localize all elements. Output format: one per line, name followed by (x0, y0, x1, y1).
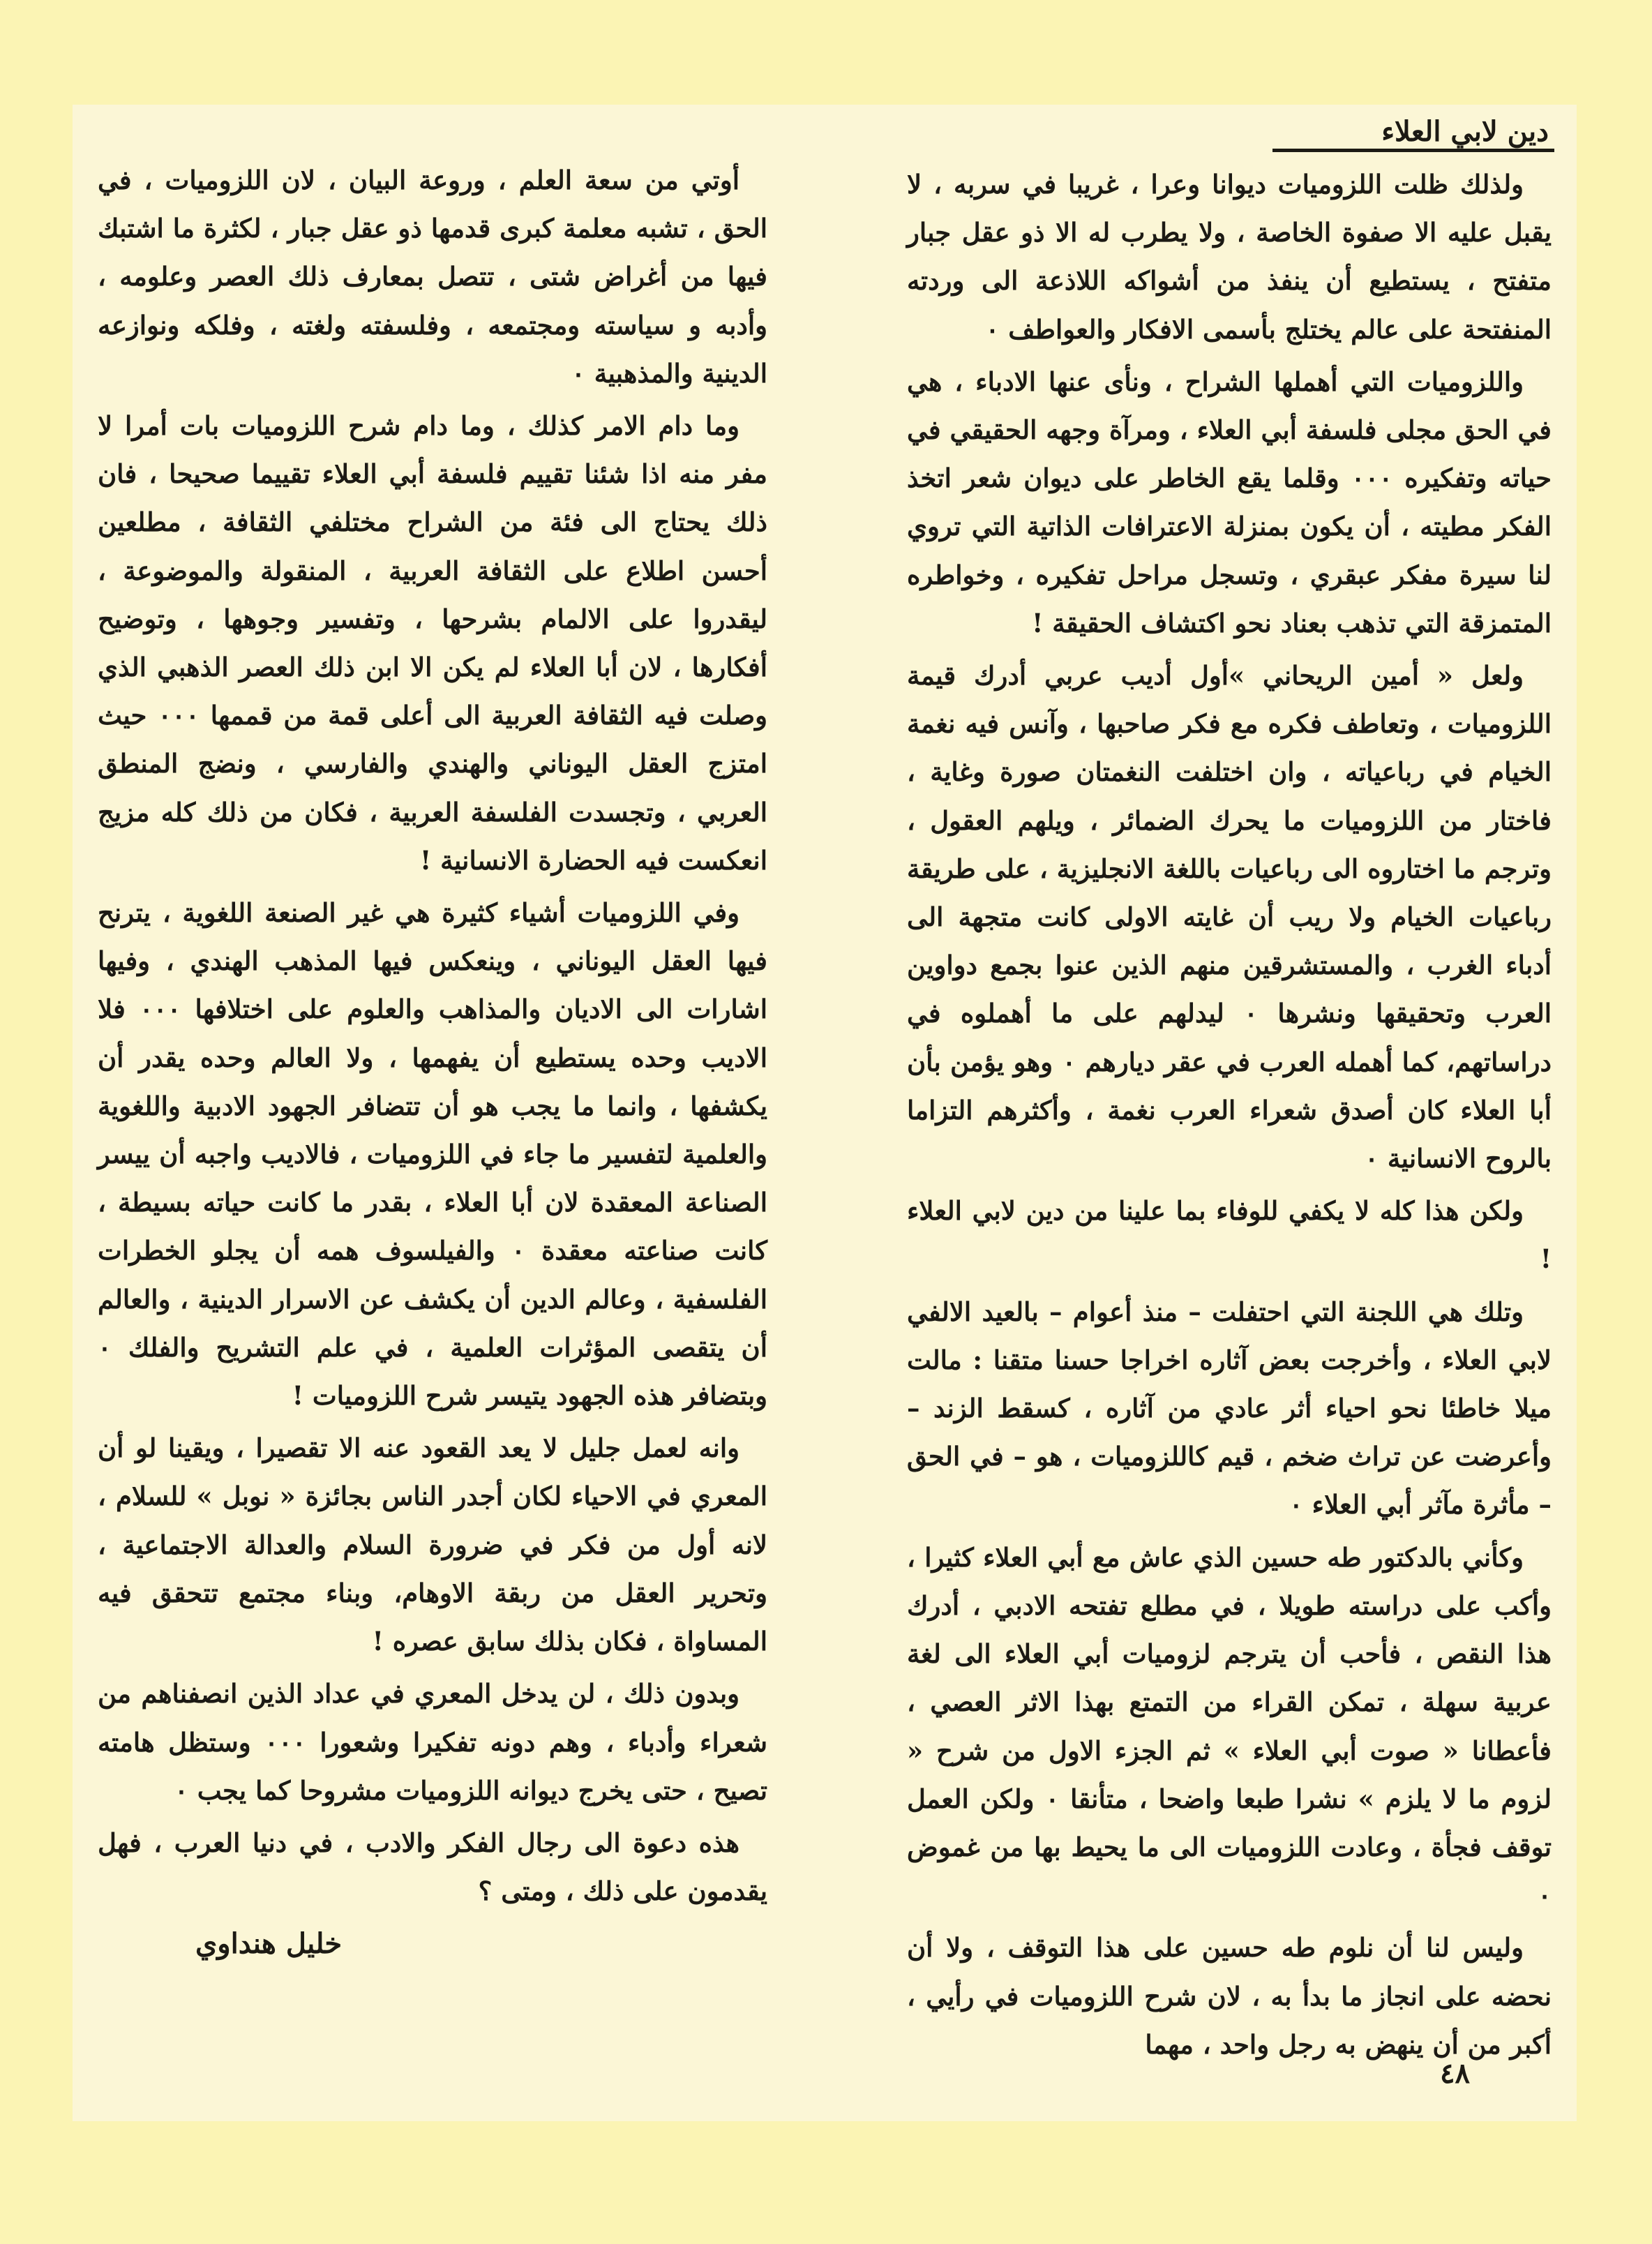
left-column (98, 156, 767, 1968)
paragraph: هذه دعوة الى رجال الفكر والادب ، في دنيا العرب ، فهل يقدمون على ذلك ، ومتى ؟ (98, 1827, 767, 1907)
right-column (907, 160, 1552, 2073)
paragraph: وتلك هي اللجنة التي احتفلت – منذ أعوام – بالعيد الالفي لابي العلاء ، وأخرجت بعض آثاره اخراجا حسنا متقنا : مالت ميلا خاطئا نحو احياء أثر عادي من آثاره ، كسقط الزند – وأعرضت عن تراث ضخم ، قيم كاللزوميات ، هو – في الحق – مأثرة مآثر أبي العلاء ٠ (907, 1296, 1552, 1520)
paragraph: وليس لنا أن نلوم طه حسين على هذا التوقف ، ولا أن نحضه على انجاز ما بدأ به ، لان شرح اللزوميات في رأيي ، أكبر من أن ينهض به رجل واحد ، مهما (907, 1932, 1552, 2060)
paragraph: واللزوميات التي أهملها الشراح ، ونأى عنها الادباء ، هي في الحق مجلى فلسفة أبي العلاء ، ومرآة وجهه الحقيقي في حياته وتفكيره ٠٠٠ وقلما يقع الخاطر على ديوان شعر اتخذ الفكر مطيته ، أن يكون بمنزلة الاعترافات الذاتية التي تروي لنا سيرة مفكر عبقري ، وتسجل مراحل تفكيره ، وخواطره المتمزقة التي تذهب بعناد نحو اكتشاف الحقيقة ! (907, 366, 1552, 638)
author-signature: خليل هنداوي (195, 1927, 343, 1961)
paragraph: ولكن هذا كله لا يكفي للوفاء بما علينا من دين لابي العلاء ! (907, 1195, 1552, 1275)
paragraph: وانه لعمل جليل لا يعد القعود عنه الا تقصيرا ، ويقينا لو أن المعري في الاحياء لكان أجدر الناس بجائزة « نوبل » للسلام ، لانه أول من فكر في ضرورة السلام والعدالة الاجتماعية ، وتحرير العقل من ربقة الاوهام، وبناء مجتمع تتحقق فيه المساواة ، فكان بذلك سابق عصره ! (98, 1433, 767, 1657)
paragraph: ولذلك ظلت اللزوميات ديوانا وعرا ، غريبا في سربه ، لا يقبل عليه الا صفوة الخاصة ، ولا يطرب له الا ذو عقل جبار متفتح ، يستطيع أن ينفذ من أشواكه اللاذعة الى وردته المنفتحة على عالم يختلج بأسمى الافكار والعواطف ٠ (907, 169, 1552, 345)
paragraph: وبدون ذلك ، لن يدخل المعري في عداد الذين انصفناهم من شعراء وأدباء ، وهم دونه تفكيرا وشعورا ٠٠٠ وستظل هامته تصيح ، حتى يخرج ديوانه اللزوميات مشروحا كما يجب ٠ (98, 1678, 768, 1806)
page-number: ٤٨ (1440, 2057, 1470, 2090)
paragraph: ولعل « أمين الريحاني »أول أديب عربي أدرك قيمة اللزوميات ، وتعاطف فكره مع فكر صاحبها ، وآنس فيه نغمة الخيام في رباعياته ، وان اختلفت النغمتان صورة وغاية ، فاختار من اللزوميات ما يحرك الضمائر ، ويلهم العقول ، وترجم ما اختاروه الى رباعيات باللغة الانجليزية ، على طريقة رباعيات الخيام ولا ريب أن غايته الاولى كانت متجهة الى أدباء الغرب ، والمستشرقين منهم الذين عنوا بجمع دواوين العرب وتحقيقها ونشرها ٠ ليدلهم على ما أهملوه في دراساتهم، كما أهمله العرب في عقر ديارهم ٠ وهو يؤمن بأن أبا العلاء كان أصدق شعراء العرب نغمة ، وأكثرهم التزاما بالروح الانسانية ٠ (907, 660, 1552, 1174)
magazine-page (73, 105, 1577, 2121)
paragraph: وكأني بالدكتور طه حسين الذي عاش مع أبي العلاء كثيرا ، وأكب على دراسته طويلا ، في مطلع تفتحه الادبي ، أدرك هذا النقص ، فأحب أن يترجم لزوميات أبي العلاء الى لغة عربية سهلة ، تمكن القراء من التمتع بهذا الاثر العصي ، فأعطانا « صوت أبي العلاء » ثم الجزء الاول من شرح « لزوم ما لا يلزم » نشرا طبعا واضحا ، متأنقا ٠ ولكن العمل توقف فجأة ، وعادت اللزوميات الى ما يحيط بها من غموض ٠ (907, 1541, 1552, 1911)
paragraph: وما دام الامر كذلك ، وما دام شرح اللزوميات بات أمرا لا مفر منه اذا شئنا تقييم فلسفة أبي العلاء تقييما صحيحا ، فان ذلك يحتاج الى فئة من الشراح مختلفي الثقافة ، مطلعين أحسن اطلاع على الثقافة العربية ، المنقولة والموضوعة ، ليقدروا على الالمام بشرحها ، وتفسير وجوهها ، وتوضيح أفكارها ، لان أبا العلاء لم يكن الا ابن ذلك العصر الذهبي الذي وصلت فيه الثقافة العربية الى أعلى قمة من قممها ٠٠٠ حيث امتزج العقل اليوناني والهندي والفارسي ، ونضج المنطق العربي ، وتجسدت الفلسفة العربية ، فكان من ذلك كله مزيج انعكست فيه الحضارة الانسانية ! (98, 410, 768, 876)
running-head: دين لابي العلاء (1272, 112, 1554, 152)
paragraph: وفي اللزوميات أشياء كثيرة هي غير الصنعة اللغوية ، يترنح فيها العقل اليوناني ، وينعكس فيها المذهب الهندي ، وفيها اشارات الى الاديان والمذاهب والعلوم على اختلافها ٠٠٠ فلا الاديب وحده يستطيع أن يفهمها ، ولا العالم وحده يقدر أن يكشفها ، وانما ما يجب هو أن تتضافر الجهود الادبية واللغوية والعلمية لتفسير ما جاء في اللزوميات ، فالاديب واجبه أن ييسر الصناعة المعقدة لان أبا العلاء ، بقدر ما كانت حياته بسيطة ، كانت صناعته معقدة ٠ والفيلسوف همه أن يجلو الخطرات الفلسفية ، وعالم الدين أن يكشف عن الاسرار الدينية ، والعالم أن يتقصى المؤثرات العلمية ، في علم التشريح والفلك ٠ وبتضافر هذه الجهود يتيسر شرح اللزوميات ! (98, 897, 767, 1412)
paragraph: أوتي من سعة العلم ، وروعة البيان ، لان اللزوميات ، في الحق ، تشبه معلمة كبرى قدمها ذو عقل جبار ، لكثرة ما اشتبك فيها من أغراض شتى ، تتصل بمعارف ذلك العصر وعلومه ، وأدبه و سياسته ومجتمعه ، وفلسفته ولغته ، وفلكه ونوازعه الدينية والمذهبية ٠ (98, 165, 767, 389)
